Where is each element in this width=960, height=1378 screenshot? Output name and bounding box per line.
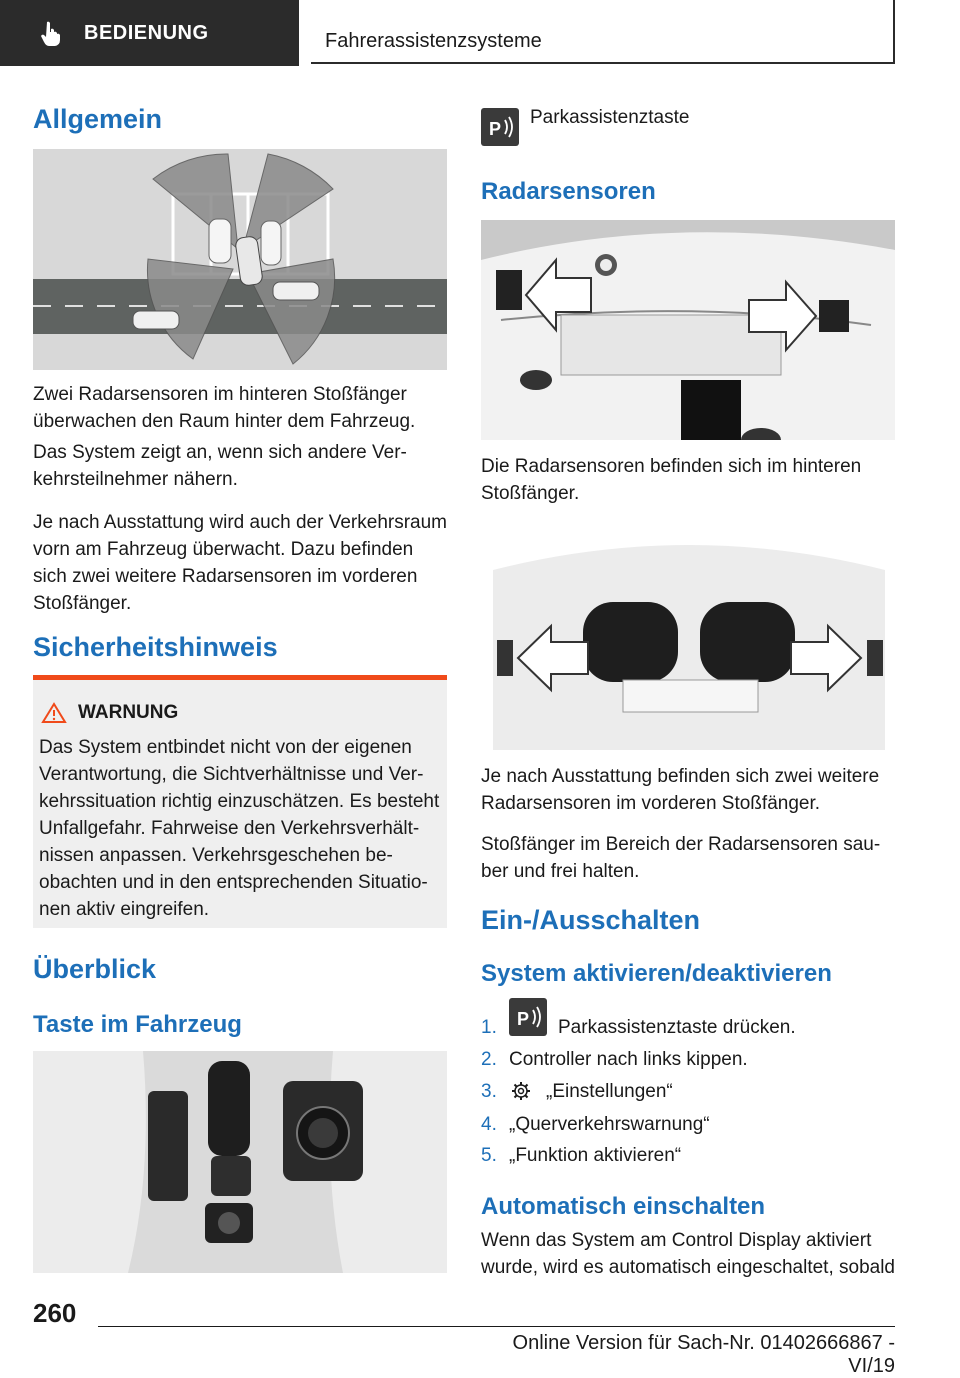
park-assist-caption: Parkassistenztaste <box>530 107 690 128</box>
paragraph-auto: Wenn das System am Control Display aktiviert wurde, wird es automatisch eingeschaltet, sobald <box>481 1230 896 1278</box>
page-number: 260 <box>33 1298 77 1328</box>
step-text: „Funktion aktivieren“ <box>509 1145 682 1166</box>
warning-box <box>33 680 447 928</box>
figure-radar-coverage <box>33 149 447 370</box>
step-text: „Einstellungen“ <box>546 1081 673 1102</box>
step-text: Parkassistenztaste drücken. <box>558 1017 796 1038</box>
figure-rear-bumper <box>481 220 895 440</box>
list-item-step-4 <box>481 1111 895 1141</box>
warning-triangle-icon <box>41 702 67 724</box>
footer-online-version: Online Version für Sach-Nr. 01402666867 - VI/19 <box>512 1332 895 1377</box>
paragraph-radar-2: Je nach Ausstattung befinden sich zwei weitere Radarsensoren im vorderen Stoßfänger. <box>481 766 880 814</box>
figure-center-console <box>33 1051 447 1273</box>
step-number: 1. <box>481 1017 497 1038</box>
heading-radarsensoren: Radarsensoren <box>481 178 656 205</box>
svg-text:P: P <box>517 1009 530 1029</box>
heading-system-aktivieren: System aktivieren/deaktivieren <box>481 960 832 987</box>
step-number: 2. <box>481 1049 497 1070</box>
figure-front-bumper <box>493 530 885 750</box>
step-text: „Querverkehrswarnung“ <box>509 1114 710 1135</box>
heading-sicherheitshinweis: Sicherheitshinweis <box>33 632 278 662</box>
svg-text:P: P <box>489 119 502 139</box>
heading-automatisch-einschalten: Automatisch einschalten <box>481 1193 766 1220</box>
warning-text: Das System entbindet nicht von der eigenen Verantwortung, die Sichtverhältnisse und Verkehrssituation richtig einzuschätzen. Es besteht Unfallgefahr. Fahrweise den Verkehrsverhältnissen anpassen. Verkehrsgeschehen beobachten und in den entsprechenden Situationen aktiv eingreifen. <box>39 737 440 920</box>
list-item-step-3 <box>481 1078 895 1108</box>
paragraph-allgemein-3: Je nach Ausstattung wird auch der Verkehrsraum vorn am Fahrzeug überwacht. Dazu befinden sich zwei weitere Radarsensoren im vorderen Stoßfänger. <box>33 512 448 614</box>
step-number: 5. <box>481 1145 497 1166</box>
heading-ein-ausschalten: Ein-/Ausschalten <box>481 905 701 935</box>
park-assist-button-image <box>481 108 519 146</box>
paragraph-allgemein-1: Zwei Radarsensoren im hinteren Stoßfänger überwachen den Raum hinter dem Fahrzeug. <box>33 384 416 432</box>
hand-pointer-icon <box>38 20 64 46</box>
list-item-step-2 <box>481 1046 895 1076</box>
paragraph-radar-3: Stoßfänger im Bereich der Radarsensoren sauber und frei halten. <box>481 834 881 882</box>
list-item-step-1 <box>481 1009 895 1044</box>
heading-taste-im-fahrzeug: Taste im Fahrzeug <box>33 1011 242 1038</box>
header-section-tab <box>0 0 299 66</box>
list-item-step-5 <box>481 1142 895 1172</box>
footer-divider <box>98 1326 895 1327</box>
park-assist-icon <box>481 108 519 146</box>
paragraph-allgemein-2: Das System zeigt an, wenn sich andere Verkehrsteilnehmer nähern. <box>33 442 407 490</box>
header-chapter-label: Fahrerassistenzsysteme <box>325 30 542 52</box>
header-chapter <box>311 0 895 64</box>
park-assist-icon <box>509 998 547 1036</box>
step-number: 3. <box>481 1081 497 1102</box>
gear-icon <box>511 1081 531 1101</box>
warning-title: WARNUNG <box>78 702 179 723</box>
paragraph-radar-1: Die Radarsensoren befinden sich im hinteren Stoßfänger. <box>481 456 862 504</box>
step-number: 4. <box>481 1114 497 1135</box>
header-section-label: BEDIENUNG <box>84 21 209 44</box>
heading-ueberblick: Überblick <box>33 954 157 984</box>
step-text: Controller nach links kippen. <box>509 1049 748 1070</box>
heading-allgemein: Allgemein <box>33 104 163 134</box>
